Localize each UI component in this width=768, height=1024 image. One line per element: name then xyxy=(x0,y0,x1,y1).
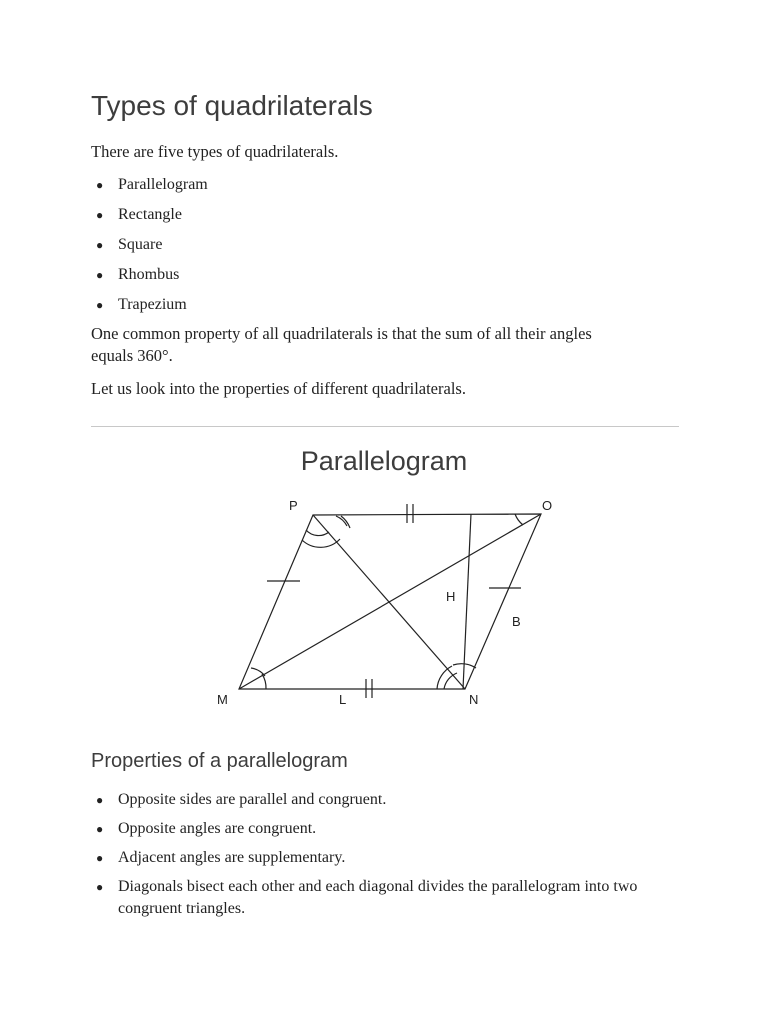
angle-arc xyxy=(515,514,523,525)
angle-sum-line-1: One common property of all quadrilaterals is that the sum of all their angles xyxy=(91,324,592,343)
list-item-text: Parallelogram xyxy=(118,176,208,193)
properties-title: Properties of a parallelogram xyxy=(91,750,348,772)
list-item-text: Diagonals bisect each other and each diagonal divides the parallelogram into two congruent triangles. xyxy=(118,878,638,917)
bullet-icon: ● xyxy=(96,238,104,252)
list-item xyxy=(91,847,678,869)
point-label-b: B xyxy=(512,614,521,629)
page-title: Types of quadrilaterals xyxy=(91,90,373,121)
bullet-icon: ● xyxy=(96,268,104,282)
list-item-text: Trapezium xyxy=(118,296,187,313)
section-title: Parallelogram xyxy=(300,446,468,476)
list-item xyxy=(91,876,678,920)
bullet-icon: ● xyxy=(96,880,104,894)
list-item-text: Adjacent angles are supplementary. xyxy=(118,849,346,866)
vertex-label-n: N xyxy=(469,692,479,707)
height-line xyxy=(463,514,471,689)
list-item-text: Rectangle xyxy=(118,206,182,223)
list-item-text: Rhombus xyxy=(118,266,180,283)
angle-arc xyxy=(341,516,350,528)
properties-list xyxy=(91,789,678,927)
look-into-paragraph: Let us look into the properties of different quadrilaterals. xyxy=(91,379,466,398)
bullet-icon: ● xyxy=(96,793,104,807)
diagonal-mo xyxy=(239,514,541,689)
intro-paragraph: There are five types of quadrilaterals. xyxy=(91,142,339,161)
list-item xyxy=(91,789,678,811)
list-item-text: Opposite sides are parallel and congruent. xyxy=(118,791,387,808)
diagonal-pn xyxy=(313,515,465,689)
vertex-label-p: P xyxy=(289,498,298,513)
bullet-icon: ● xyxy=(96,178,104,192)
bullet-icon: ● xyxy=(96,822,104,836)
angle-arc xyxy=(306,530,329,536)
bullet-icon: ● xyxy=(96,208,104,222)
point-label-l: L xyxy=(339,692,347,707)
angle-arc xyxy=(444,673,457,689)
angle-arc xyxy=(262,674,266,689)
bullet-icon: ● xyxy=(96,298,104,312)
list-item xyxy=(91,818,678,840)
vertex-label-m: M xyxy=(217,692,228,707)
angle-sum-line-2: equals 360°. xyxy=(91,346,173,365)
point-label-h: H xyxy=(446,589,456,604)
list-item-text: Opposite angles are congruent. xyxy=(118,820,317,837)
list-item-text: Square xyxy=(118,236,163,253)
bullet-icon: ● xyxy=(96,851,104,865)
vertex-label-o: O xyxy=(542,498,553,513)
